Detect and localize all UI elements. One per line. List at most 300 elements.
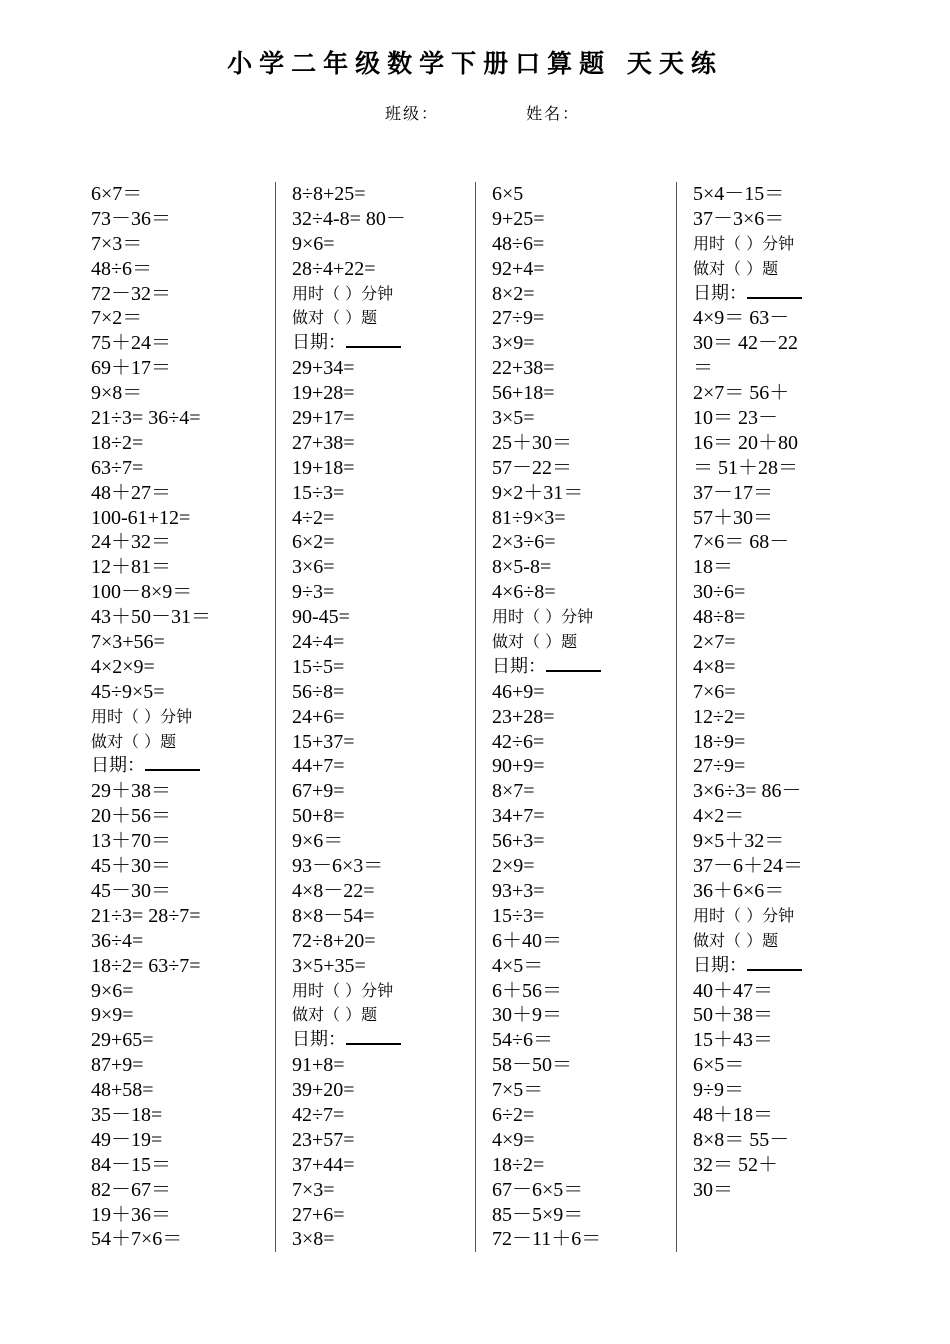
- exercise-item: [492, 1028, 677, 1053]
- exercise-item: [292, 406, 477, 431]
- exercise-item: [292, 730, 477, 755]
- exercise-item: [693, 356, 878, 381]
- exercise-item: [492, 232, 677, 257]
- line-text: 48÷6=: [492, 232, 545, 255]
- exercise-item: [292, 381, 477, 406]
- line-text: 45÷9×5=: [91, 680, 165, 703]
- line-text: 16＝ 20＋80: [693, 431, 798, 454]
- line-text: 8×7=: [492, 780, 535, 803]
- line-text: 3×5+35=: [292, 954, 366, 977]
- line-text: 9÷9＝: [693, 1079, 744, 1102]
- line-text: 29＋38＝: [91, 780, 171, 803]
- line-text: 43＋50－31＝: [91, 606, 211, 629]
- line-text: 21÷3= 28÷7=: [91, 904, 201, 927]
- exercise-item: [91, 555, 276, 580]
- exercise-item: [693, 1078, 878, 1103]
- line-text: 4×2＝: [693, 805, 745, 828]
- exercise-item: [693, 1053, 878, 1078]
- line-text: 72÷8+20=: [292, 929, 376, 952]
- line-text: 48÷8=: [693, 606, 746, 629]
- exercise-item: [492, 207, 677, 232]
- exercise-item: [492, 580, 677, 605]
- line-text: 48＋27＝: [91, 481, 171, 504]
- line-text: 90-45=: [292, 606, 350, 629]
- line-text: 24+6=: [292, 705, 345, 728]
- line-text: 8÷8+25=: [292, 183, 366, 205]
- line-text: 45＋30＝: [91, 855, 171, 878]
- line-text: 34+7=: [492, 805, 545, 828]
- line-text: 9×5＋32＝: [693, 830, 785, 853]
- exercise-item: [292, 481, 477, 506]
- exercise-column-2: [292, 182, 477, 1252]
- exercise-item: [693, 456, 878, 481]
- line-text: 用时（ ）分钟: [91, 706, 193, 726]
- line-text: 73－36＝: [91, 207, 171, 230]
- line-text: 50+8=: [292, 805, 345, 828]
- line-text: 27+6=: [292, 1203, 345, 1226]
- exercise-item: [492, 356, 677, 381]
- line-text: 做对（ ）题: [292, 1005, 378, 1025]
- line-text: 9×8＝: [91, 382, 143, 405]
- line-text: 7×6=: [693, 680, 736, 703]
- line-text: 日期：: [292, 1029, 346, 1051]
- line-text: 做对（ ）题: [492, 632, 578, 652]
- line-text: 8×5-8=: [492, 556, 552, 579]
- line-text: 9+25=: [492, 207, 545, 230]
- time-used-line: [492, 605, 677, 630]
- line-text: 19+18=: [292, 456, 355, 479]
- exercise-item: [693, 630, 878, 655]
- line-text: 9×6=: [292, 232, 335, 255]
- line-text: 4×2×9=: [91, 655, 155, 678]
- line-text: 3×6÷3= 86－: [693, 780, 802, 803]
- exercise-item: [492, 929, 677, 954]
- exercise-item: [292, 182, 477, 207]
- exercise-item: [91, 306, 276, 331]
- line-text: 29+65=: [91, 1029, 154, 1052]
- line-text: 做对（ ）题: [91, 731, 177, 751]
- line-text: 54÷6＝: [492, 1029, 553, 1052]
- exercise-item: [292, 854, 477, 879]
- line-text: 6×7＝: [91, 183, 143, 205]
- exercise-item: [693, 754, 878, 779]
- line-text: 35－18=: [91, 1103, 163, 1126]
- line-text: 2×7=: [693, 631, 736, 654]
- exercise-item: [492, 431, 677, 456]
- exercise-item: [693, 1128, 878, 1153]
- exercise-item: [693, 854, 878, 879]
- exercise-item: [492, 257, 677, 282]
- line-text: 18÷2=: [492, 1153, 545, 1176]
- line-text: 4×8=: [693, 655, 736, 678]
- line-text: 69＋17＝: [91, 357, 171, 380]
- exercise-item: [292, 456, 477, 481]
- exercise-item: [693, 406, 878, 431]
- exercise-item: [91, 232, 276, 257]
- line-text: 37+44=: [292, 1153, 355, 1176]
- line-text: 30＝ 42－22: [693, 332, 798, 355]
- exercise-item: [91, 1003, 276, 1028]
- correct-count-line: [292, 306, 477, 331]
- exercise-item: [492, 331, 677, 356]
- line-text: 9×6=: [91, 979, 134, 1002]
- line-text: 20＋56＝: [91, 805, 171, 828]
- column-divider: [475, 182, 476, 1252]
- student-info: [385, 101, 580, 124]
- exercise-item: [492, 1053, 677, 1078]
- exercise-item: [91, 829, 276, 854]
- exercise-item: [91, 605, 276, 630]
- date-blank[interactable]: [747, 955, 802, 971]
- exercise-item: [693, 779, 878, 804]
- line-text: 56+18=: [492, 382, 555, 405]
- exercise-item: [292, 530, 477, 555]
- exercise-item: [91, 431, 276, 456]
- exercise-item: [693, 555, 878, 580]
- line-text: 29+17=: [292, 407, 355, 430]
- line-text: 37－17＝: [693, 481, 773, 504]
- exercise-item: [492, 1227, 677, 1252]
- line-text: 21÷3= 36÷4=: [91, 407, 201, 430]
- exercise-item: [693, 1028, 878, 1053]
- line-text: 37－6＋24＝: [693, 855, 803, 878]
- exercise-item: [492, 954, 677, 979]
- line-text: 7×3+56=: [91, 631, 165, 654]
- exercise-item: [292, 1178, 477, 1203]
- line-text: 3×9=: [492, 332, 535, 355]
- line-text: 24＋32＝: [91, 531, 171, 554]
- exercise-item: [492, 306, 677, 331]
- line-text: 91+8=: [292, 1054, 345, 1077]
- line-text: 36÷4=: [91, 929, 144, 952]
- date-line: [693, 954, 878, 979]
- exercise-item: [91, 954, 276, 979]
- exercise-item: [693, 207, 878, 232]
- line-text: 9×6＝: [292, 830, 344, 853]
- exercise-item: [492, 1003, 677, 1028]
- time-used-line: [292, 282, 477, 307]
- line-text: 6×5＝: [693, 1054, 745, 1077]
- line-text: 27÷9=: [693, 755, 746, 778]
- line-text: 50＋38＝: [693, 1004, 773, 1027]
- line-text: 9÷3=: [292, 581, 335, 604]
- line-text: 2×3÷6=: [492, 531, 556, 554]
- exercise-item: [693, 431, 878, 456]
- class-label: 班级：: [385, 104, 440, 123]
- line-text: 54＋7×6＝: [91, 1228, 183, 1251]
- exercise-item: [91, 854, 276, 879]
- exercise-item: [492, 1153, 677, 1178]
- exercise-item: [492, 456, 677, 481]
- exercise-item: [91, 1178, 276, 1203]
- column-divider: [676, 182, 677, 1252]
- page-title: 小学二年级数学下册口算题 天天练: [227, 49, 723, 78]
- line-text: 87+9=: [91, 1054, 144, 1077]
- line-text: 22+38=: [492, 357, 555, 380]
- exercise-item: [693, 506, 878, 531]
- line-text: 93+3=: [492, 879, 545, 902]
- line-text: 23+28=: [492, 705, 555, 728]
- line-text: 84－15＝: [91, 1153, 171, 1176]
- exercise-item: [91, 879, 276, 904]
- line-text: 做对（ ）题: [693, 930, 779, 950]
- line-text: 19+28=: [292, 382, 355, 405]
- line-text: 12＋81＝: [91, 556, 171, 579]
- line-text: 42÷7=: [292, 1103, 345, 1126]
- exercise-item: [292, 1203, 477, 1228]
- correct-count-line: [292, 1003, 477, 1028]
- line-text: 2×7＝ 56＋: [693, 382, 790, 405]
- exercise-item: [492, 779, 677, 804]
- exercise-item: [91, 1128, 276, 1153]
- line-text: 56÷8=: [292, 680, 345, 703]
- exercise-item: [91, 506, 276, 531]
- line-text: 3×5=: [492, 407, 535, 430]
- line-text: 30＋9＝: [492, 1004, 562, 1027]
- time-used-line: [292, 979, 477, 1004]
- line-text: 6×2=: [292, 531, 335, 554]
- line-text: 用时（ ）分钟: [292, 283, 394, 303]
- line-text: 24÷4=: [292, 631, 345, 654]
- line-text: 7×3=: [292, 1178, 335, 1201]
- exercise-item: [693, 1003, 878, 1028]
- exercise-item: [91, 1078, 276, 1103]
- time-used-line: [693, 904, 878, 929]
- exercise-item: [492, 406, 677, 431]
- line-text: 90+9=: [492, 755, 545, 778]
- date-blank[interactable]: [346, 332, 401, 348]
- exercise-item: [91, 1028, 276, 1053]
- exercise-item: [91, 356, 276, 381]
- exercise-item: [91, 804, 276, 829]
- exercise-item: [91, 1203, 276, 1228]
- line-text: 49－19=: [91, 1128, 163, 1151]
- line-text: 15÷3=: [292, 481, 345, 504]
- line-text: 39+20=: [292, 1079, 355, 1102]
- line-text: 36＋6×6＝: [693, 879, 785, 902]
- line-text: 100－8×9＝: [91, 581, 193, 604]
- line-text: 48＋18＝: [693, 1103, 773, 1126]
- exercise-item: [91, 630, 276, 655]
- line-text: 用时（ ）分钟: [693, 905, 795, 925]
- exercise-item: [91, 979, 276, 1004]
- line-text: 23+57=: [292, 1128, 355, 1151]
- date-line: [292, 331, 477, 356]
- date-blank[interactable]: [145, 755, 200, 771]
- line-text: 7×5＝: [492, 1079, 544, 1102]
- exercise-item: [91, 331, 276, 356]
- line-text: 100-61+12=: [91, 506, 191, 529]
- exercise-item: [492, 804, 677, 829]
- line-text: 4×9=: [492, 1128, 535, 1151]
- exercise-item: [693, 1103, 878, 1128]
- date-blank[interactable]: [747, 283, 802, 299]
- line-text: 8×8－54=: [292, 904, 375, 927]
- exercise-item: [693, 306, 878, 331]
- line-text: 25＋30＝: [492, 431, 572, 454]
- line-text: 37－3×6＝: [693, 207, 785, 230]
- exercise-item: [292, 779, 477, 804]
- exercise-item: [492, 282, 677, 307]
- column-divider: [275, 182, 276, 1252]
- exercise-item: [492, 1078, 677, 1103]
- exercise-item: [492, 854, 677, 879]
- exercise-item: [292, 804, 477, 829]
- line-text: 32÷4-8= 80－: [292, 207, 406, 230]
- line-text: 93－6×3＝: [292, 855, 384, 878]
- line-text: 18＝: [693, 556, 733, 579]
- exercise-item: [693, 680, 878, 705]
- exercise-item: [693, 730, 878, 755]
- exercise-item: [292, 1078, 477, 1103]
- line-text: 8×2=: [492, 282, 535, 305]
- exercise-item: [693, 979, 878, 1004]
- exercise-item: [292, 680, 477, 705]
- correct-count-line: [693, 929, 878, 954]
- exercise-item: [91, 929, 276, 954]
- exercise-item: [492, 182, 677, 207]
- exercise-item: [693, 605, 878, 630]
- exercise-item: [492, 1128, 677, 1153]
- line-text: 2×9=: [492, 855, 535, 878]
- line-text: 42÷6=: [492, 730, 545, 753]
- line-text: 32＝ 52＋: [693, 1153, 778, 1176]
- line-text: 30＝: [693, 1178, 733, 1201]
- exercise-item: [492, 481, 677, 506]
- correct-count-line: [693, 257, 878, 282]
- correct-count-line: [91, 730, 276, 755]
- exercise-item: [292, 630, 477, 655]
- exercise-item: [91, 1103, 276, 1128]
- date-blank[interactable]: [346, 1029, 401, 1045]
- exercise-item: [492, 754, 677, 779]
- line-text: 15÷3=: [492, 904, 545, 927]
- line-text: 6＋40＝: [492, 929, 562, 952]
- line-text: 82－67＝: [91, 1178, 171, 1201]
- line-text: 日期：: [292, 332, 346, 354]
- exercise-item: [292, 829, 477, 854]
- exercise-item: [292, 904, 477, 929]
- exercise-item: [693, 331, 878, 356]
- exercise-item: [693, 1153, 878, 1178]
- exercise-item: [292, 1103, 477, 1128]
- line-text: 30÷6=: [693, 581, 746, 604]
- line-text: 92+4=: [492, 257, 545, 280]
- date-line: [693, 282, 878, 307]
- exercise-item: [693, 381, 878, 406]
- exercise-item: [292, 232, 477, 257]
- line-text: 72－11＋6＝: [492, 1228, 602, 1251]
- line-text: 18÷2= 63÷7=: [91, 954, 201, 977]
- line-text: 72－32＝: [91, 282, 171, 305]
- exercise-item: [91, 1227, 276, 1252]
- exercise-item: [693, 580, 878, 605]
- line-text: 27+38=: [292, 431, 355, 454]
- line-text: 日期：: [693, 282, 747, 304]
- exercise-column-1: [91, 182, 276, 1252]
- exercise-item: [292, 356, 477, 381]
- exercise-item: [693, 879, 878, 904]
- line-text: 6÷2=: [492, 1103, 535, 1126]
- exercise-item: [91, 580, 276, 605]
- line-text: 48÷6＝: [91, 257, 152, 280]
- exercise-item: [292, 506, 477, 531]
- line-text: 日期：: [492, 655, 546, 677]
- exercise-item: [693, 1178, 878, 1203]
- line-text: 45－30＝: [91, 879, 171, 902]
- line-text: 7×2＝: [91, 307, 143, 330]
- line-text: 3×6=: [292, 556, 335, 579]
- exercise-item: [292, 1128, 477, 1153]
- exercise-item: [292, 1053, 477, 1078]
- exercise-item: [91, 257, 276, 282]
- exercise-column-4: [693, 182, 878, 1203]
- exercise-item: [292, 431, 477, 456]
- exercise-column-3: [492, 182, 677, 1252]
- exercise-item: [91, 456, 276, 481]
- line-text: 8×8＝ 55－: [693, 1128, 790, 1151]
- exercise-item: [693, 829, 878, 854]
- exercise-item: [91, 207, 276, 232]
- exercise-item: [292, 754, 477, 779]
- exercise-item: [492, 705, 677, 730]
- line-text: 57＋30＝: [693, 506, 773, 529]
- exercise-item: [492, 506, 677, 531]
- line-text: 4×5＝: [492, 954, 544, 977]
- exercise-item: [292, 1153, 477, 1178]
- line-text: ＝: [693, 357, 713, 380]
- exercise-item: [492, 1103, 677, 1128]
- time-used-line: [693, 232, 878, 257]
- correct-count-line: [492, 630, 677, 655]
- exercise-item: [292, 879, 477, 904]
- exercise-item: [292, 580, 477, 605]
- line-text: 做对（ ）题: [292, 308, 378, 328]
- exercise-item: [693, 481, 878, 506]
- exercise-item: [91, 282, 276, 307]
- line-text: 7×3＝: [91, 232, 143, 255]
- exercise-item: [91, 1153, 276, 1178]
- line-text: 3×8=: [292, 1228, 335, 1251]
- exercise-item: [492, 1178, 677, 1203]
- exercise-item: [91, 779, 276, 804]
- line-text: 9×2＋31＝: [492, 481, 584, 504]
- line-text: 19＋36＝: [91, 1203, 171, 1226]
- line-text: 用时（ ）分钟: [492, 607, 594, 627]
- exercise-item: [91, 481, 276, 506]
- exercise-item: [292, 207, 477, 232]
- line-text: 18÷9=: [693, 730, 746, 753]
- exercise-item: [292, 929, 477, 954]
- date-blank[interactable]: [546, 656, 601, 672]
- exercise-item: [91, 182, 276, 207]
- exercise-item: [292, 555, 477, 580]
- line-text: 15＋43＝: [693, 1029, 773, 1052]
- line-text: 日期：: [693, 954, 747, 976]
- line-text: 15÷5=: [292, 655, 345, 678]
- date-line: [91, 754, 276, 779]
- exercise-item: [91, 381, 276, 406]
- date-line: [492, 655, 677, 680]
- line-text: 5×4－15＝: [693, 183, 785, 205]
- exercise-item: [91, 680, 276, 705]
- exercise-item: [91, 530, 276, 555]
- name-label: 姓名：: [526, 104, 581, 123]
- line-text: 4÷2=: [292, 506, 335, 529]
- exercise-item: [292, 705, 477, 730]
- line-text: 58－50＝: [492, 1054, 572, 1077]
- line-text: 46+9=: [492, 680, 545, 703]
